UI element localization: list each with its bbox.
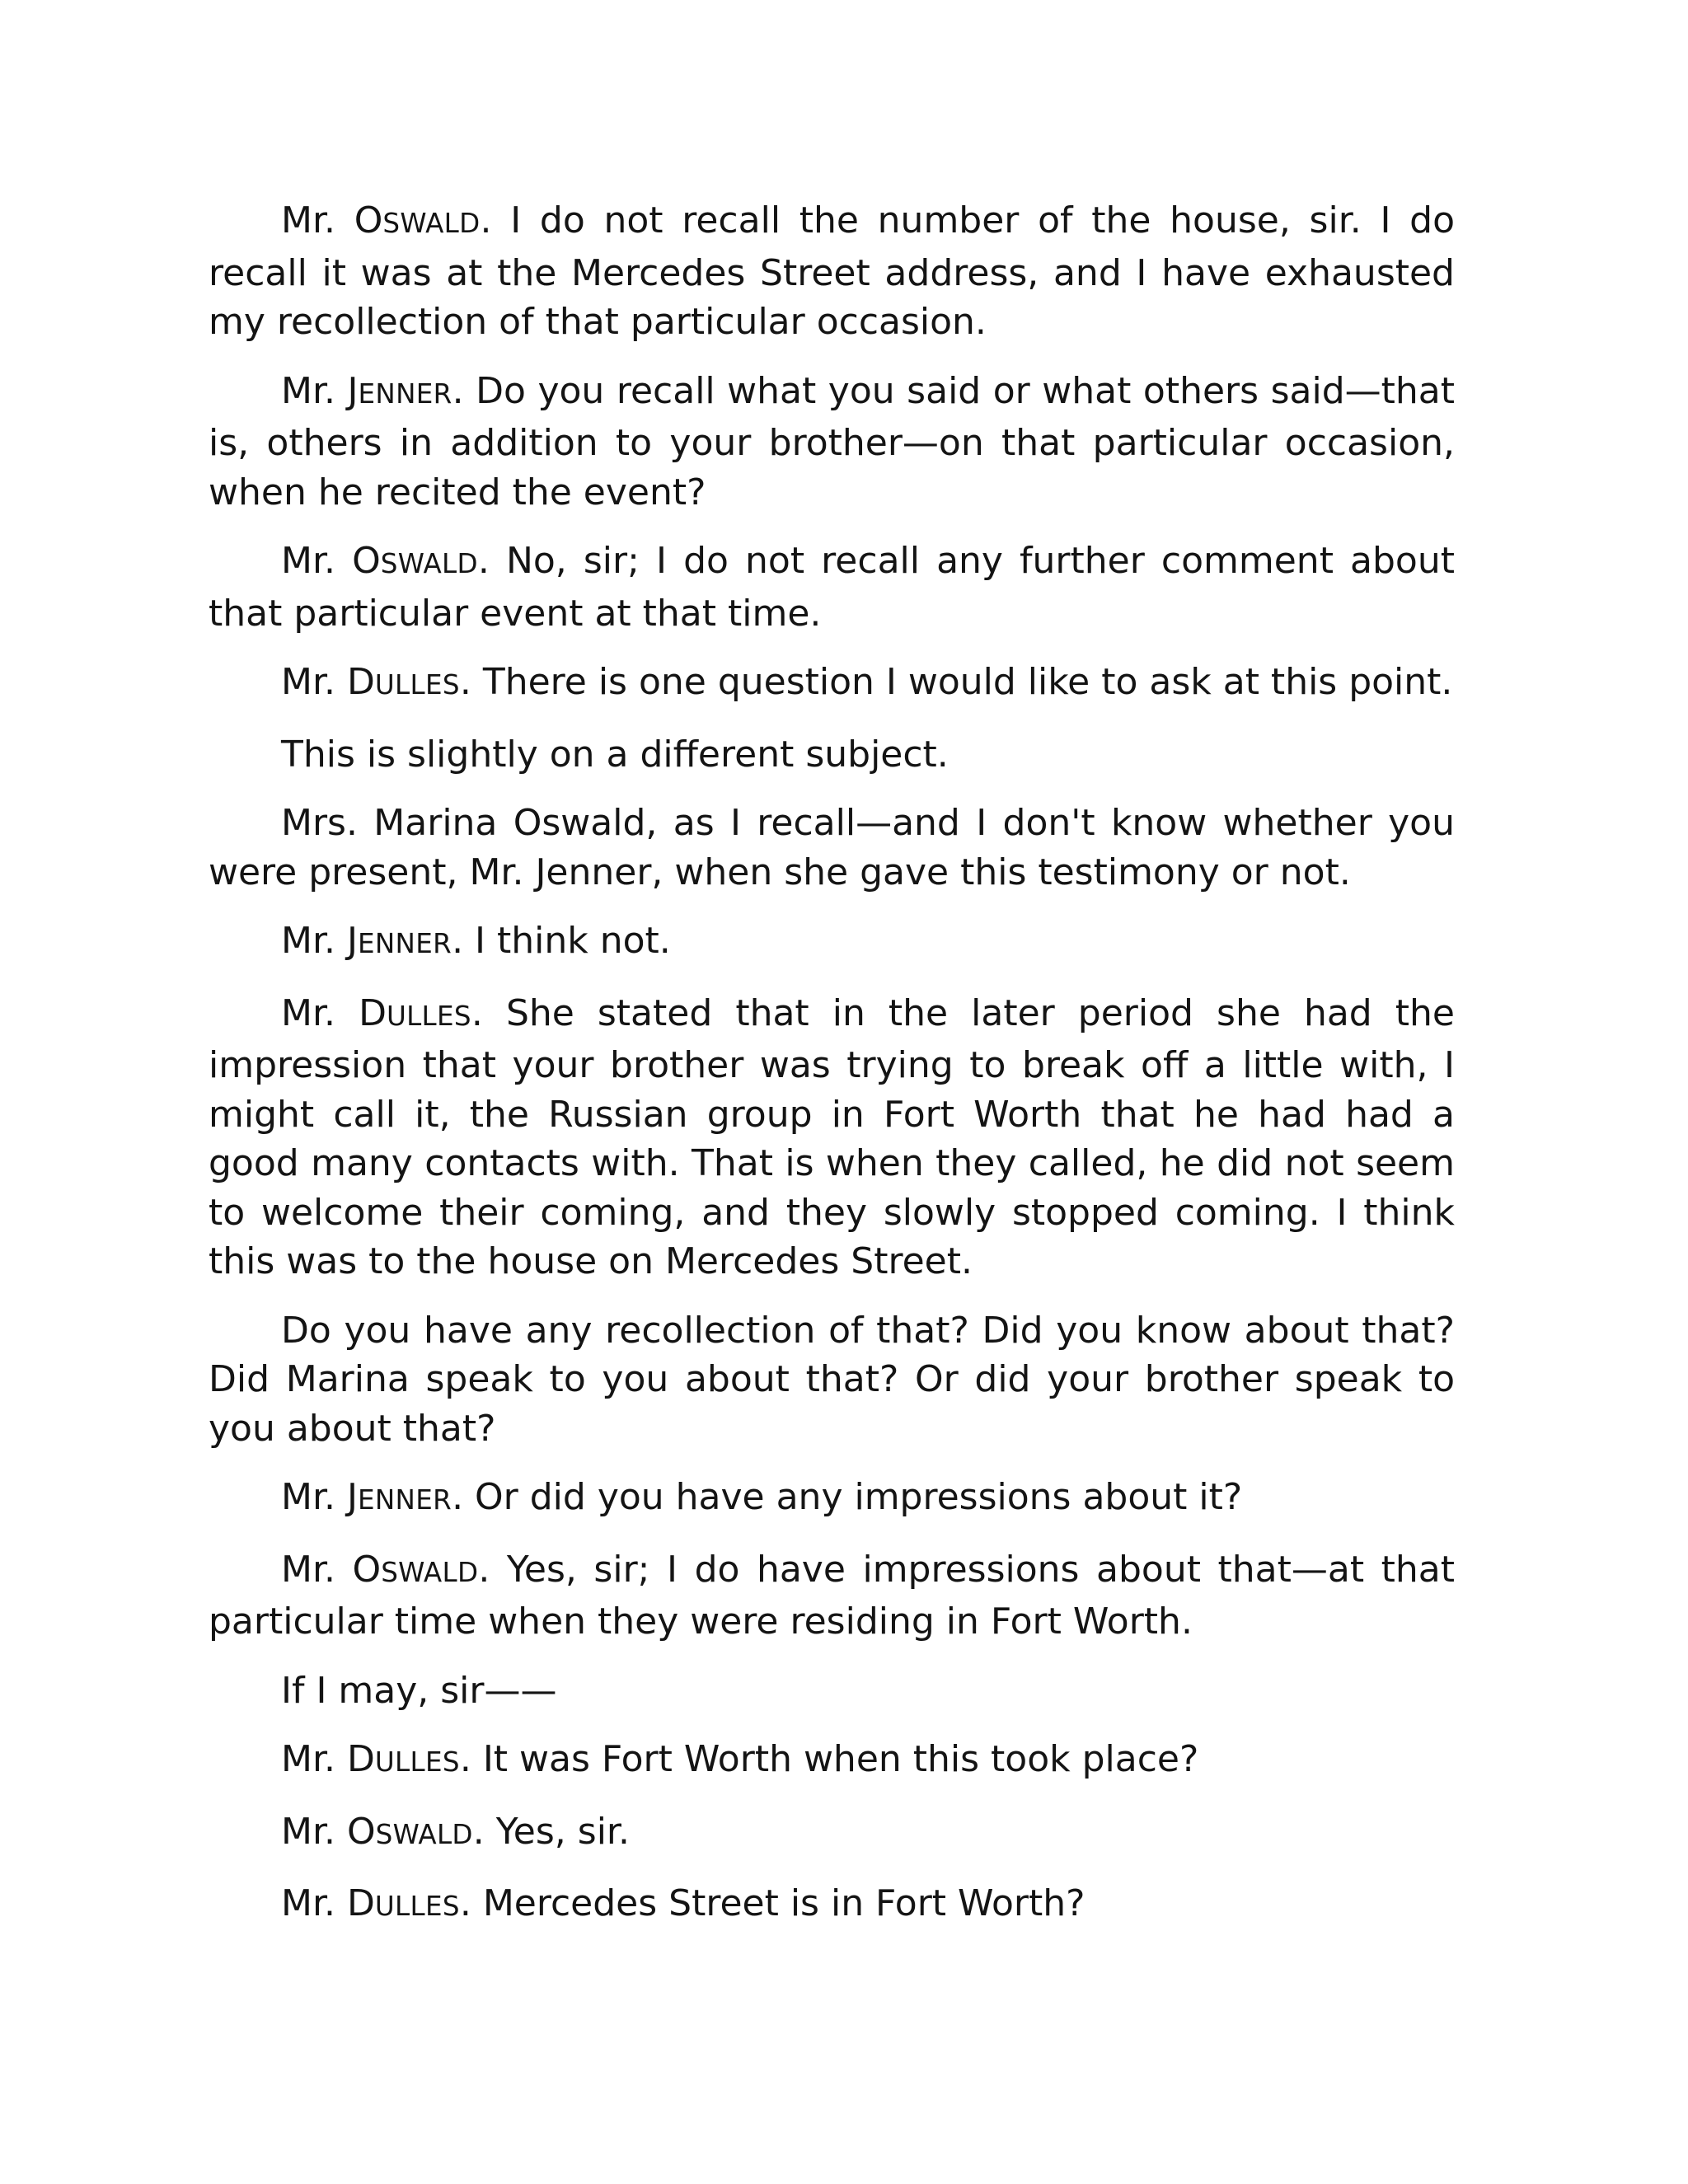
transcript-paragraph xyxy=(209,1545,1455,1647)
paragraph-text: Mrs. Marina Oswald, as I recall—and I don't know whether you were present, Mr. Jenner, when she gave this testimony or not. xyxy=(209,802,1455,893)
transcript-paragraph xyxy=(209,1807,1455,1860)
speaker-name: Mr. OSWALD xyxy=(281,540,478,582)
speaker-name: Mr. OSWALD xyxy=(281,1548,479,1591)
transcript-page xyxy=(209,196,1455,1952)
paragraph-text: . Yes, sir. xyxy=(472,1810,630,1853)
paragraph-text: . Or did you have any impressions about it? xyxy=(452,1476,1243,1518)
transcript-paragraph xyxy=(209,1666,1455,1716)
transcript-paragraph xyxy=(209,196,1455,347)
speaker-name: Mr. DULLES xyxy=(281,1738,460,1780)
speaker-name: Mr. DULLES xyxy=(281,661,460,703)
transcript-paragraph xyxy=(209,367,1455,518)
speaker-name: Mr. JENNER xyxy=(281,369,452,412)
speaker-name: Mr. OSWALD xyxy=(281,1810,473,1853)
transcript-paragraph xyxy=(209,989,1455,1286)
speaker-name: Mr. JENNER xyxy=(281,1476,452,1518)
paragraph-text: . There is one question I would like to ask at this point. xyxy=(459,661,1453,703)
transcript-paragraph xyxy=(209,537,1455,638)
paragraph-text: . It was Fort Worth when this took place? xyxy=(459,1738,1199,1780)
paragraph-text: . Do you recall what you said or what others said—that is, others in addition to your brother—on that particular occasion, when he recited the event? xyxy=(209,369,1455,513)
transcript-paragraph xyxy=(209,799,1455,897)
speaker-name: Mr. DULLES xyxy=(281,1882,460,1924)
paragraph-text: . Mercedes Street is in Fort Worth? xyxy=(459,1882,1085,1924)
transcript-paragraph xyxy=(209,1473,1455,1526)
paragraph-text: If I may, sir—— xyxy=(281,1669,557,1712)
paragraph-text: This is slightly on a different subject. xyxy=(281,733,949,776)
paragraph-text: . She stated that in the later period she had the impression that your brother was trying to break off a little with, I might call it, the Russian group in Fort Worth that he had had a good many contacts with. That is when they called, he did not seem to welcome their coming, and they slowly stopped coming. I think this was to the house on Mercedes Street. xyxy=(209,991,1455,1282)
transcript-paragraph xyxy=(209,1735,1455,1788)
paragraph-text: . I think not. xyxy=(452,920,671,962)
speaker-name: Mr. DULLES xyxy=(281,991,471,1034)
transcript-paragraph xyxy=(209,730,1455,780)
speaker-name: Mr. JENNER xyxy=(281,920,452,962)
paragraph-text: . Yes, sir; I do have impressions about that—at that particular time when they were residing in Fort Worth. xyxy=(209,1548,1455,1643)
paragraph-text: . I do not recall the number of the house, sir. I do recall it was at the Mercedes Street address, and I have exhausted my recollection of that particular occasion. xyxy=(209,199,1455,343)
speaker-name: Mr. OSWALD xyxy=(281,199,481,241)
transcript-paragraph xyxy=(209,658,1455,710)
paragraph-text: Do you have any recollection of that? Did you know about that? Did Marina speak to you about that? Or did your brother speak to you about that? xyxy=(209,1309,1455,1450)
transcript-paragraph xyxy=(209,1879,1455,1932)
paragraph-text: . No, sir; I do not recall any further comment about that particular event at that time. xyxy=(209,540,1455,635)
transcript-paragraph xyxy=(209,916,1455,969)
transcript-paragraph xyxy=(209,1306,1455,1454)
